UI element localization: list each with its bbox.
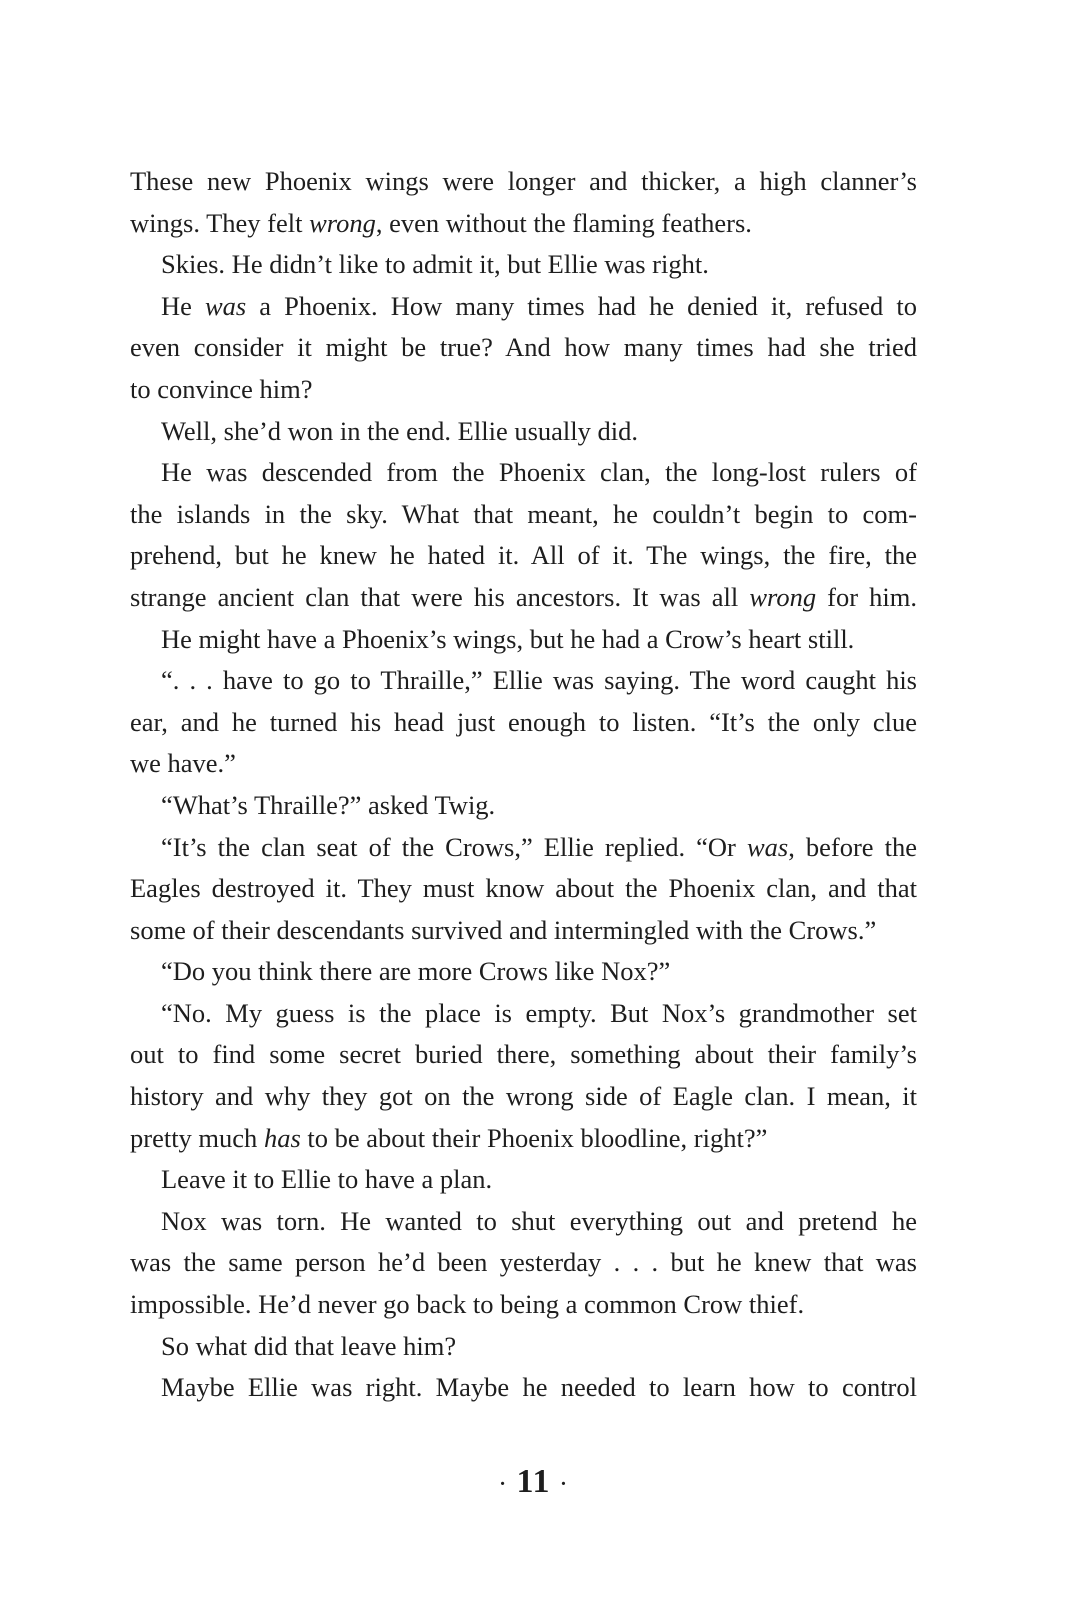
text-run: He might have a Phoenix’s wings, but he had a Crow’s heart still.: [161, 623, 855, 654]
text-run: was the same person he’d been yesterday . . . but he knew that was: [130, 1247, 917, 1278]
text-line: [130, 1326, 917, 1368]
text-line: [130, 1034, 917, 1076]
text-run: He was descended from the Phoenix clan, the long-lost rulers of: [161, 457, 917, 488]
italic-text: was: [746, 831, 789, 862]
text-line: [130, 1284, 917, 1326]
text-run: , even without the flaming feathers.: [375, 207, 752, 238]
text-run: Nox was torn. He wanted to shut everything out and pretend he: [161, 1205, 917, 1236]
text-run: These new Phoenix wings were longer and thicker, a high clanner’s: [130, 166, 917, 196]
text-line: [130, 993, 917, 1035]
text-line: [130, 1159, 917, 1201]
text-run: even consider it might be true? And how many times had she tried: [130, 332, 917, 363]
italic-text: was: [204, 290, 247, 321]
body-text: [130, 161, 917, 1409]
text-line: [130, 619, 917, 661]
text-line: [130, 1201, 917, 1243]
text-line: [130, 868, 917, 910]
text-run: impossible. He’d never go back to being a common Crow thief.: [130, 1289, 805, 1320]
text-run: Maybe Ellie was right. Maybe he needed to learn how to control: [161, 1372, 917, 1403]
text-line: [130, 910, 917, 952]
text-line: [130, 1076, 917, 1118]
text-run: the islands in the sky. What that meant, he couldn’t begin to com-: [130, 498, 917, 529]
text-line: [130, 494, 917, 536]
text-run: history and why they got on the wrong side of Eagle clan. I mean, it: [130, 1081, 917, 1112]
text-line: [130, 161, 917, 203]
text-line: [130, 660, 917, 702]
text-run: prehend, but he knew he hated it. All of it. The wings, the fire, the: [130, 540, 917, 571]
text-line: [130, 244, 917, 286]
text-run: “No. My guess is the place is empty. But Nox’s grandmother set: [161, 997, 917, 1028]
text-line: [130, 286, 917, 328]
text-run: “Do you think there are more Crows like Nox?”: [161, 956, 671, 987]
text-run: “. . . have to go to Thraille,” Ellie was saying. The word caught his: [161, 665, 917, 696]
text-run: for him.: [816, 581, 918, 612]
text-line: [130, 702, 917, 744]
text-line: [130, 327, 917, 369]
text-run: to be about their Phoenix bloodline, right?”: [300, 1122, 768, 1153]
text-run: out to find some secret buried there, something about their family’s: [130, 1039, 917, 1070]
text-line: [130, 452, 917, 494]
text-run: , before the: [788, 831, 917, 862]
text-run: Leave it to Ellie to have a plan.: [161, 1164, 493, 1195]
text-run: a Phoenix. How many times had he denied it, refused to: [246, 290, 917, 321]
folio-number: 11: [516, 1463, 551, 1500]
text-line: [130, 535, 917, 577]
text-line: [130, 743, 917, 785]
text-run: “What’s Thraille?” asked Twig.: [161, 789, 496, 820]
text-line: [130, 1242, 917, 1284]
text-run: we have.”: [130, 748, 236, 779]
text-line: [130, 785, 917, 827]
text-run: “It’s the clan seat of the Crows,” Ellie replied. “Or: [161, 831, 747, 862]
text-run: Well, she’d won in the end. Ellie usually did.: [161, 415, 638, 446]
italic-text: has: [263, 1122, 301, 1153]
text-run: He: [161, 290, 205, 321]
text-line: [130, 577, 917, 619]
italic-text: wrong: [309, 207, 376, 238]
text-run: Skies. He didn’t like to admit it, but Ellie was right.: [161, 249, 709, 280]
text-run: strange ancient clan that were his ancestors. It was all: [130, 581, 750, 612]
italic-text: wrong: [749, 581, 817, 612]
text-run: pretty much: [130, 1122, 264, 1153]
text-run: So what did that leave him?: [161, 1330, 457, 1361]
text-run: to convince him?: [130, 373, 313, 404]
text-line: [130, 203, 917, 245]
text-line: [130, 827, 917, 869]
text-run: wings. They felt: [130, 207, 310, 238]
text-run: Eagles destroyed it. They must know about the Phoenix clan, and that: [130, 873, 917, 904]
text-line: [130, 1118, 917, 1160]
text-line: [130, 951, 917, 993]
text-line: [130, 1367, 917, 1409]
text-line: [130, 369, 917, 411]
page-number: [0, 1462, 1067, 1504]
text-run: ear, and he turned his head just enough to listen. “It’s the only clue: [130, 706, 917, 737]
text-run: some of their descendants survived and intermingled with the Crows.”: [130, 914, 877, 945]
folio-right-ornament: ·: [560, 1473, 568, 1496]
text-line: [130, 411, 917, 453]
folio-left-ornament: ·: [499, 1473, 507, 1496]
